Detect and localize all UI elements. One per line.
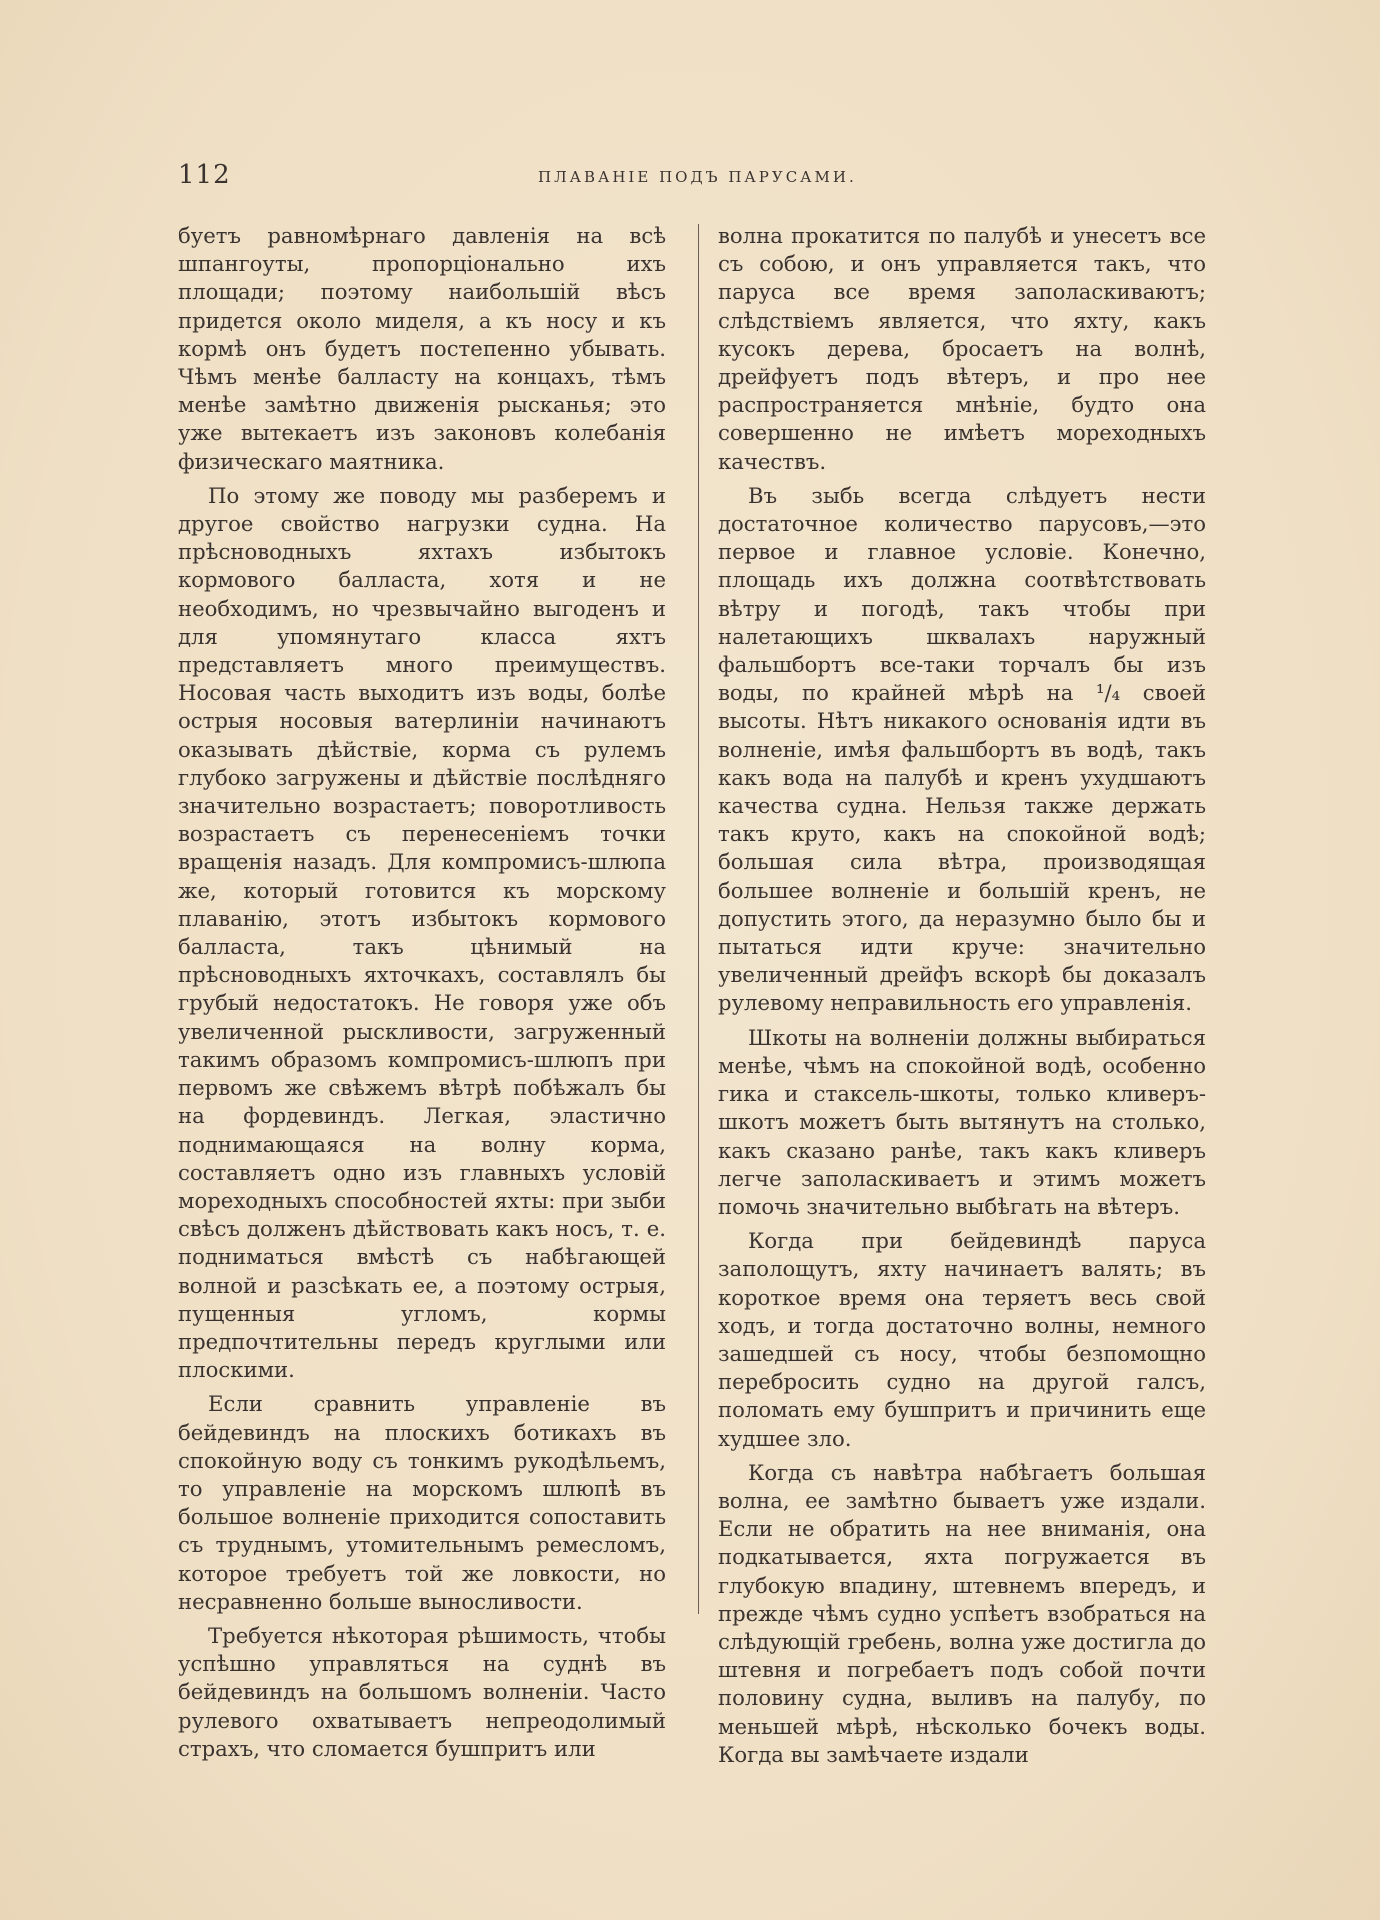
paragraph: Когда съ навѣтра набѣгаетъ большая волна, ее замѣтно бываетъ уже издали. Если не обратить на нее вниманія, она подкатывается, яхта погружается въ глубокую впадину, штевнемъ впередъ, и прежде чѣмъ судно успѣетъ взобраться на слѣдующій гребень, волна уже достигла до штевня и погребаетъ подъ собой почти половину судна, выливъ на палубу, по меньшей мѣрѣ, нѣсколько бочекъ воды. Когда вы замѣчаете издали [718,1459,1206,1767]
paragraph: По этому же поводу мы разберемъ и другое свойство нагрузки судна. На прѣсноводныхъ яхтахъ избытокъ кормового балласта, хотя и не необходимъ, но чрезвычайно выгоденъ и для упомянутаго класса яхтъ представляетъ много преимуществъ. Носовая часть выходитъ изъ воды, болѣе острыя носовыя ватерлиніи начинаютъ оказывать дѣйствіе, корма съ рулемъ глубоко загружены и дѣйствіе послѣдняго значительно возрастаетъ; поворотливость возрастаетъ съ перенесеніемъ точки вращенія назадъ. Для компромисъ-шлюпа же, который готовится къ морскому плаванію, этотъ избытокъ кормового балласта, такъ цѣнимый на прѣсноводныхъ яхточкахъ, составлялъ бы грубый недостатокъ. Не говоря уже объ увеличенной рыскливости, загруженный такимъ образомъ компромисъ-шлюпъ при первомъ же свѣжемъ вѣтрѣ побѣжалъ бы на фордевиндъ. Легкая, эластично поднимающаяся на волну корма, составляетъ одно изъ главныхъ условій мореходныхъ способностей яхты: при зыби свѣсъ долженъ дѣйствовать какъ носъ, т. е. подниматься вмѣстѣ съ набѣгающей волной и разсѣкать ее, а поэтому острыя, пущенныя угломъ, кормы предпочтительны передъ круглыми или плоскими. [178,482,666,1383]
column-divider [698,224,699,1614]
paragraph: волна прокатится по палубѣ и унесетъ все съ собою, и онъ управляется такъ, что паруса все время заполаскиваютъ; слѣдствіемъ является, что яхту, какъ кусокъ дерева, бросаетъ на волнѣ, дрейфуетъ подъ вѣтеръ, и про нее распространяется мнѣніе, будто она совершенно не имѣетъ мореходныхъ качествъ. [718,223,1206,474]
right-column [718,222,1206,1775]
paragraph: Если сравнить управленіе въ бейдевиндъ на плоскихъ ботикахъ въ спокойную воду съ тонкимъ рукодѣльемъ, то управленіе на морскомъ шлюпѣ въ большое волненіе приходится сопоставить съ труднымъ, утомительнымъ ремесломъ, которое требуетъ той же ловкости, но несравненно больше выносливости. [178,1391,666,1614]
paragraph: Въ зыбь всегда слѣдуетъ нести достаточное количество парусовъ,—это первое и главное условіе. Конечно, площадь ихъ должна соотвѣтствовать вѣтру и погодѣ, такъ чтобы при налетающихъ шквалахъ наружный фальшбортъ все-таки торчалъ бы изъ воды, по крайней мѣрѣ на ¹/₄ своей высоты. Нѣтъ никакого основанія идти въ волненіе, имѣя фальшбортъ въ водѣ, такъ какъ вода на палубѣ и кренъ ухудшаютъ качества судна. Нельзя также держать такъ круто, какъ на спокойной водѣ; большая сила вѣтра, производящая большее волненіе и большій кренъ, не допустить этого, да неразумно было бы и пытаться идти круче: значительно увеличенный дрейфъ вскорѣ бы доказалъ рулевому неправильность его управленія. [718,482,1206,1016]
left-column [178,222,666,1769]
paragraph: Требуется нѣкоторая рѣшимость, чтобы успѣшно управляться на суднѣ въ бейдевиндъ на большомъ волненіи. Часто рулевого охватываетъ непреодолимый страхъ, что сломается бушпритъ или [178,1622,666,1761]
page-number: 112 [178,160,231,190]
page-header [178,160,1238,196]
paragraph: Когда при бейдевиндѣ паруса заполощутъ, яхту начинаетъ валять; въ короткое время она теряетъ весь свой ходъ, и тогда достаточно волны, немного зашедшей съ носу, чтобы безпомощно перебросить судно на другой галсъ, поломать ему бушпритъ и причинить еще худшее зло. [718,1228,1206,1451]
paragraph: Шкоты на волненіи должны выбираться менѣе, чѣмъ на спокойной водѣ, особенно гика и стаксель-шкоты, только кливеръ-шкотъ можетъ быть вытянутъ на столько, какъ сказано ранѣе, такъ какъ кливеръ легче заполаскиваетъ и этимъ можетъ помочь значительно выбѣгать на вѣтеръ. [718,1024,1206,1219]
paragraph: буетъ равномѣрнаго давленія на всѣ шпангоуты, пропорціонально ихъ площади; поэтому наибольшій вѣсъ придется около миделя, а къ носу и къ кормѣ онъ будетъ постепенно убывать. Чѣмъ менѣе балласту на концахъ, тѣмъ менѣе замѣтно движенія рысканья; это уже вытекаетъ изъ законовъ колебанія физическаго маятника. [178,223,666,474]
running-title: ПЛАВАНІЕ ПОДЪ ПАРУСАМИ. [538,168,857,186]
